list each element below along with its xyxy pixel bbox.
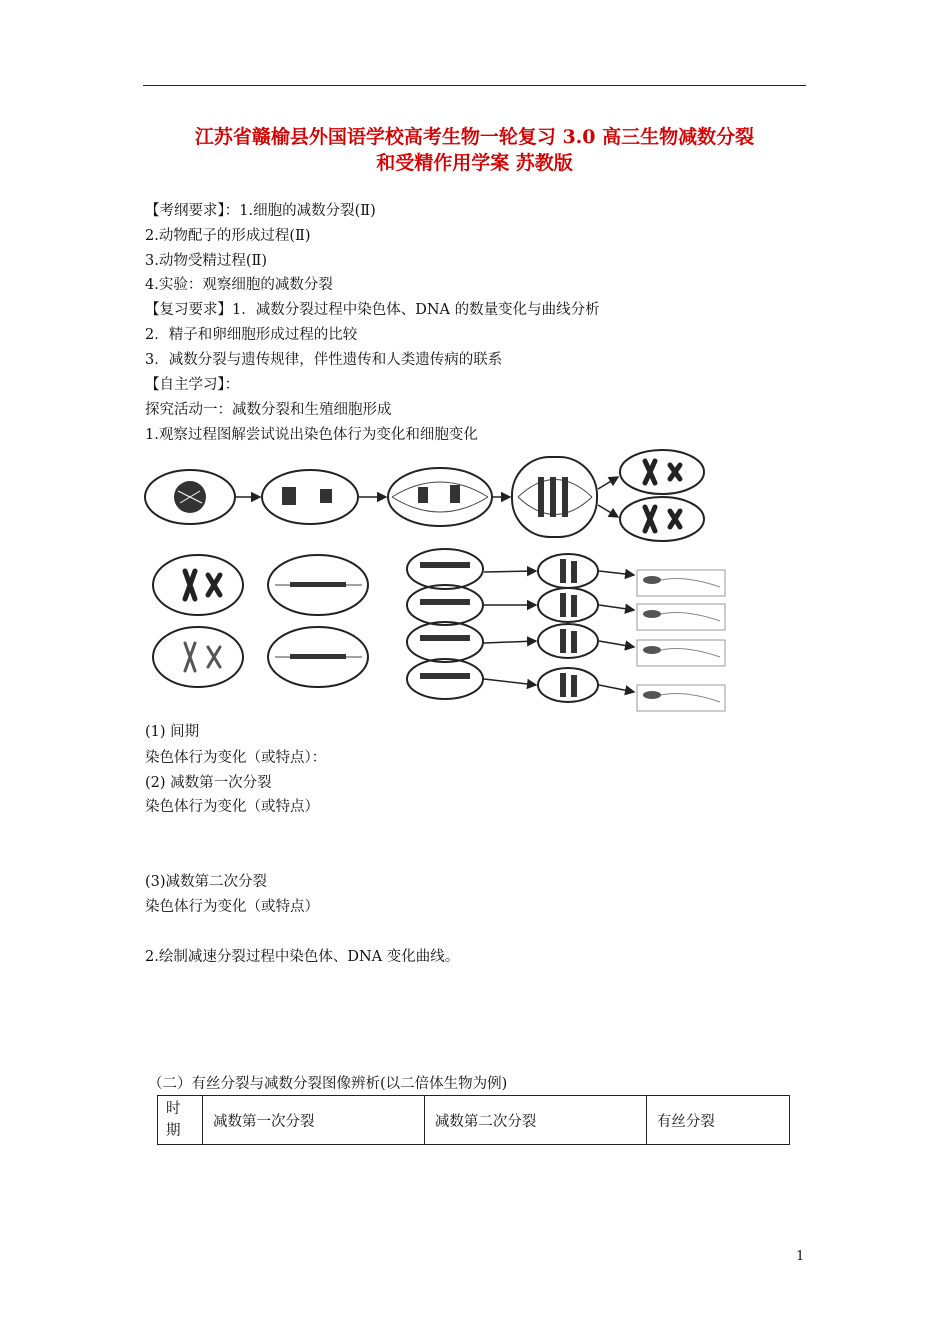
behavior-prompt-3: 染色体行为变化（或特点） [145, 899, 319, 915]
section-two-heading: （二）有丝分裂与减数分裂图像辨析(以二倍体生物为例) [148, 1076, 508, 1092]
review-item-3: 3．减数分裂与遗传规律，伴性遗传和人类遗传病的联系 [145, 352, 503, 368]
page-number: 1 [796, 1249, 805, 1264]
review-requirement: 【复习要求】1．减数分裂过程中染色体、DNA 的数量变化与曲线分析 [145, 302, 600, 318]
activity-one-heading: 探究活动一：减数分裂和生殖细胞形成 [145, 402, 392, 418]
question-2: 2.绘制减速分裂过程中染色体、DNA 变化曲线。 [145, 949, 460, 965]
comparison-table [157, 1095, 790, 1145]
header-cell-period [158, 1096, 203, 1145]
table-header-row [158, 1096, 790, 1145]
self-study-heading: 【自主学习】： [145, 377, 240, 393]
question-1: 1.观察过程图解尝试说出染色体行为变化和细胞变化 [145, 427, 478, 443]
stage-meiosis-1: (2) 减数第一次分裂 [145, 775, 272, 791]
header-cell-meiosis-1: 减数第一次分裂 [203, 1096, 425, 1145]
stage-interphase: (1) 间期 [145, 724, 200, 740]
header-cell-meiosis-2: 减数第二次分裂 [424, 1096, 646, 1145]
stage-meiosis-2: (3)减数第二次分裂 [145, 874, 268, 890]
page-title-line2: 和受精作用学案 苏教版 [376, 152, 573, 174]
review-item-2: 2．精子和卵细胞形成过程的比较 [145, 327, 358, 343]
behavior-prompt-2: 染色体行为变化（或特点） [145, 799, 319, 815]
meiosis-diagram [140, 447, 730, 717]
syllabus-item-3: 3.动物受精过程(Ⅱ) [145, 253, 268, 269]
syllabus-item-2: 2.动物配子的形成过程(Ⅱ) [145, 228, 311, 244]
header-rule [143, 85, 806, 86]
header-cell-mitosis: 有丝分裂 [646, 1096, 789, 1145]
syllabus-requirement: 【考纲要求】：1.细胞的减数分裂(Ⅱ) [145, 203, 376, 219]
behavior-prompt-1: 染色体行为变化（或特点）： [145, 750, 327, 766]
header-period-char-2: 期 [166, 1123, 181, 1139]
header-period-char-1: 时 [166, 1101, 181, 1117]
page-title-line1: 江苏省赣榆县外国语学校高考生物一轮复习 3.0 高三生物减数分裂 [194, 126, 755, 148]
syllabus-item-4: 4.实验：观察细胞的减数分裂 [145, 277, 333, 293]
